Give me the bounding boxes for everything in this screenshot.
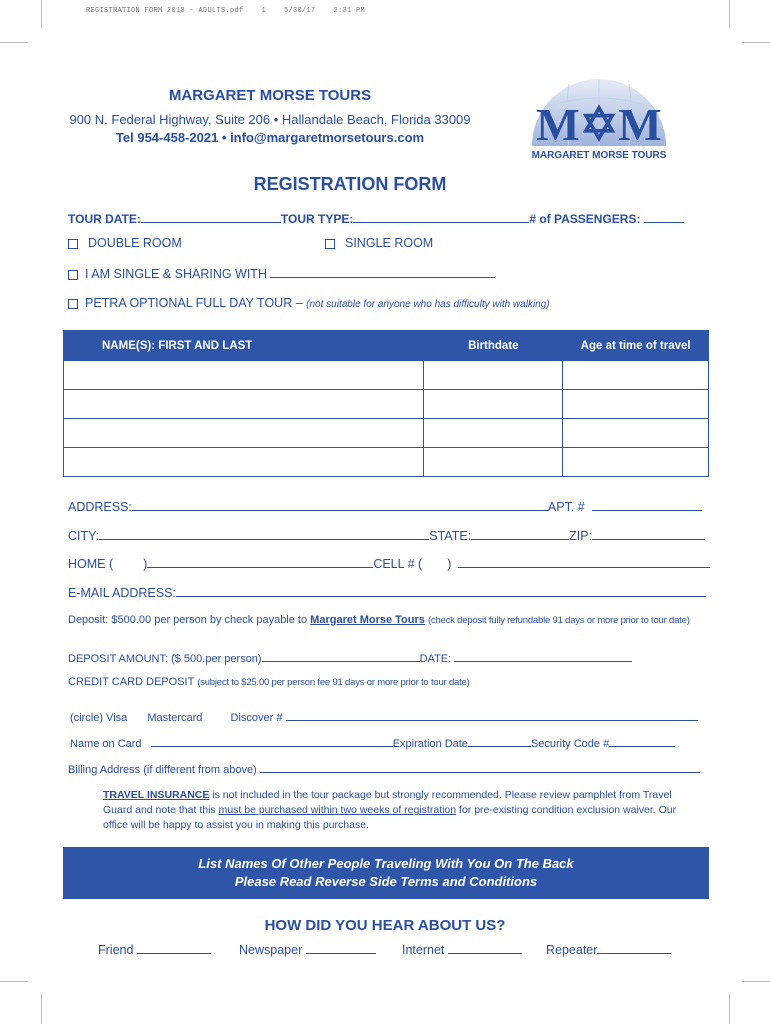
banner-line-2: Please Read Reverse Side Terms and Conditions: [234, 874, 538, 889]
reverse-side-banner: [63, 847, 709, 899]
deposit-amount-field[interactable]: [262, 650, 420, 662]
hear-option-repeater[interactable]: [546, 942, 671, 957]
passengers-label: # of PASSENGERS:: [529, 212, 641, 226]
crop-mark: [41, 994, 42, 1024]
city-label: CITY:: [68, 529, 100, 543]
home-label: HOME (: [68, 557, 114, 571]
age-cell[interactable]: [563, 419, 709, 448]
deposit-text: Deposit: $500.00 per person by check payable to: [68, 614, 308, 626]
state-label: STATE:: [429, 529, 472, 543]
internet-label: Internet: [402, 943, 445, 957]
hear-option-newspaper[interactable]: [239, 942, 376, 957]
crop-mark: [0, 981, 28, 982]
crop-mark: [729, 994, 730, 1024]
insurance-text-2: for pre-existing condition exclusion waiver. Our office will be happy to assist you in making this purchase.: [103, 804, 677, 831]
form-title: REGISTRATION FORM: [253, 174, 447, 194]
address-row: [68, 499, 702, 514]
card-discover-label[interactable]: Discover #: [230, 712, 283, 724]
address-label: ADDRESS:: [68, 500, 132, 514]
table-row: [64, 448, 709, 477]
city-field[interactable]: [99, 528, 429, 540]
company-contact: Tel 954-458-2021 • info@margaretmorsetours.com: [115, 130, 425, 145]
petra-note: (not suitable for anyone who has difficulty with walking): [306, 299, 550, 310]
logo-caption: MARGARET MORSE TOURS: [531, 150, 667, 161]
repeater-field[interactable]: [597, 942, 671, 954]
birthdate-header: Birthdate: [424, 331, 563, 361]
zip-label: ZIP:: [569, 529, 593, 543]
expiration-field[interactable]: [468, 735, 531, 747]
double-room-label: DOUBLE ROOM: [88, 236, 182, 250]
crop-mark: [742, 42, 770, 43]
zip-field[interactable]: [592, 528, 705, 540]
birthdate-cell[interactable]: [424, 361, 563, 390]
internet-field[interactable]: [448, 942, 522, 954]
card-name-row: [70, 735, 675, 750]
hear-option-internet[interactable]: [402, 942, 522, 957]
card-number-field[interactable]: [286, 709, 698, 721]
name-cell[interactable]: [64, 419, 424, 448]
insurance-title: TRAVEL INSURANCE: [103, 789, 210, 801]
crop-mark: [0, 42, 28, 43]
double-room-option[interactable]: [68, 236, 182, 250]
logo-letters: M✡M: [536, 99, 662, 150]
friend-field[interactable]: [137, 942, 211, 954]
security-label: Security Code #: [530, 738, 610, 750]
crop-mark: [729, 0, 730, 28]
deposit-info: [68, 614, 690, 626]
names-table: [63, 330, 709, 477]
tour-date-field[interactable]: [141, 211, 281, 223]
email-row: [68, 585, 706, 600]
single-sharing-checkbox[interactable]: [68, 270, 78, 280]
card-circle-visa[interactable]: (circle) Visa: [70, 712, 128, 724]
company-logo: [524, 68, 674, 164]
birthdate-cell[interactable]: [424, 448, 563, 477]
single-sharing-option[interactable]: [68, 266, 495, 281]
cell-label: CELL # (: [373, 557, 423, 571]
double-room-checkbox[interactable]: [68, 239, 78, 249]
name-cell[interactable]: [64, 361, 424, 390]
email-label: E-MAIL ADDRESS:: [68, 586, 176, 600]
petra-option[interactable]: [68, 296, 550, 310]
passengers-field[interactable]: [644, 211, 684, 223]
single-room-label: SINGLE ROOM: [345, 236, 434, 250]
age-cell[interactable]: [563, 361, 709, 390]
hear-option-friend[interactable]: [98, 942, 211, 957]
sharing-with-field[interactable]: [270, 266, 495, 278]
petra-label: PETRA OPTIONAL FULL DAY TOUR –: [85, 296, 303, 310]
deposit-note: (check deposit fully refundable 91 days or more prior to tour date): [427, 615, 690, 626]
single-room-checkbox[interactable]: [325, 239, 335, 249]
hear-about-us-title: HOW DID YOU HEAR ABOUT US?: [264, 917, 506, 934]
birthdate-cell[interactable]: [424, 390, 563, 419]
insurance-deadline: must be purchased within two weeks of registration: [218, 804, 457, 816]
newspaper-label: Newspaper: [239, 943, 303, 957]
crop-mark: [742, 981, 770, 982]
home-phone-field[interactable]: [147, 556, 373, 568]
name-on-card-label: Name on Card: [70, 738, 142, 750]
company-name: MARGARET MORSE TOURS: [168, 87, 372, 104]
name-on-card-field[interactable]: [151, 735, 393, 747]
billing-row: [68, 761, 700, 776]
cell-phone-field[interactable]: [458, 556, 710, 568]
print-header: REGISTRATION FORM 2018 - ADULTS.pdf 1 5/30/17 2:31 PM: [86, 7, 366, 15]
insurance-note: [103, 788, 703, 833]
birthdate-cell[interactable]: [424, 419, 563, 448]
repeater-label: Repeater: [546, 943, 598, 957]
credit-deposit-row: [68, 676, 470, 688]
name-header: NAME(S): FIRST AND LAST: [64, 331, 424, 361]
tour-type-field[interactable]: [353, 211, 529, 223]
tour-row: [68, 211, 684, 226]
name-cell[interactable]: [64, 448, 424, 477]
single-sharing-label: I AM SINGLE & SHARING WITH: [85, 267, 267, 281]
email-field[interactable]: [176, 585, 706, 597]
globe-icon: [524, 68, 674, 164]
credit-deposit-note: (subject to $25.00 per person fee 91 days or more prior to tour date): [197, 677, 470, 688]
age-cell[interactable]: [563, 448, 709, 477]
apt-label: APT. #: [547, 500, 585, 514]
tour-date-label: TOUR DATE:: [68, 212, 141, 226]
table-row: [64, 419, 709, 448]
age-cell[interactable]: [563, 390, 709, 419]
card-type-row: [70, 709, 698, 724]
billing-address-field[interactable]: [260, 761, 700, 773]
phone-row: [68, 556, 710, 571]
expiration-label: Expiration Date: [392, 738, 468, 750]
card-mastercard[interactable]: Mastercard: [147, 712, 203, 724]
billing-label: Billing Address (if different from above): [68, 764, 257, 776]
apt-field[interactable]: [592, 499, 702, 511]
city-row: [68, 528, 705, 543]
table-row: [64, 390, 709, 419]
single-room-option[interactable]: [325, 236, 433, 250]
table-row: [64, 361, 709, 390]
tour-type-label: TOUR TYPE:: [280, 212, 354, 226]
deposit-amount-row: [68, 650, 632, 665]
newspaper-field[interactable]: [306, 942, 376, 954]
deposit-amount-label: DEPOSIT AMOUNT: ($ 500.per person): [68, 653, 262, 665]
crop-mark: [41, 0, 42, 28]
security-code-field[interactable]: [609, 735, 675, 747]
address-field[interactable]: [132, 499, 548, 511]
home-close: ): [143, 557, 148, 571]
age-header: Age at time of travel: [563, 331, 709, 361]
cell-close: ): [447, 557, 452, 571]
credit-deposit-label: CREDIT CARD DEPOSIT: [68, 676, 195, 688]
company-address: 900 N. Federal Highway, Suite 206 • Hallandale Beach, Florida 33009: [69, 112, 471, 127]
petra-checkbox[interactable]: [68, 299, 78, 309]
friend-label: Friend: [98, 943, 134, 957]
deposit-date-label: DATE:: [419, 653, 452, 665]
payee-name: Margaret Morse Tours: [310, 614, 425, 626]
insurance-text-1: is not included in the tour package but strongly recommended. Please review pamphlet from Travel Guard and note that this: [103, 789, 672, 816]
name-cell[interactable]: [64, 390, 424, 419]
deposit-date-field[interactable]: [454, 650, 632, 662]
banner-line-1: List Names Of Other People Traveling With You On The Back: [198, 856, 574, 871]
state-field[interactable]: [471, 528, 569, 540]
